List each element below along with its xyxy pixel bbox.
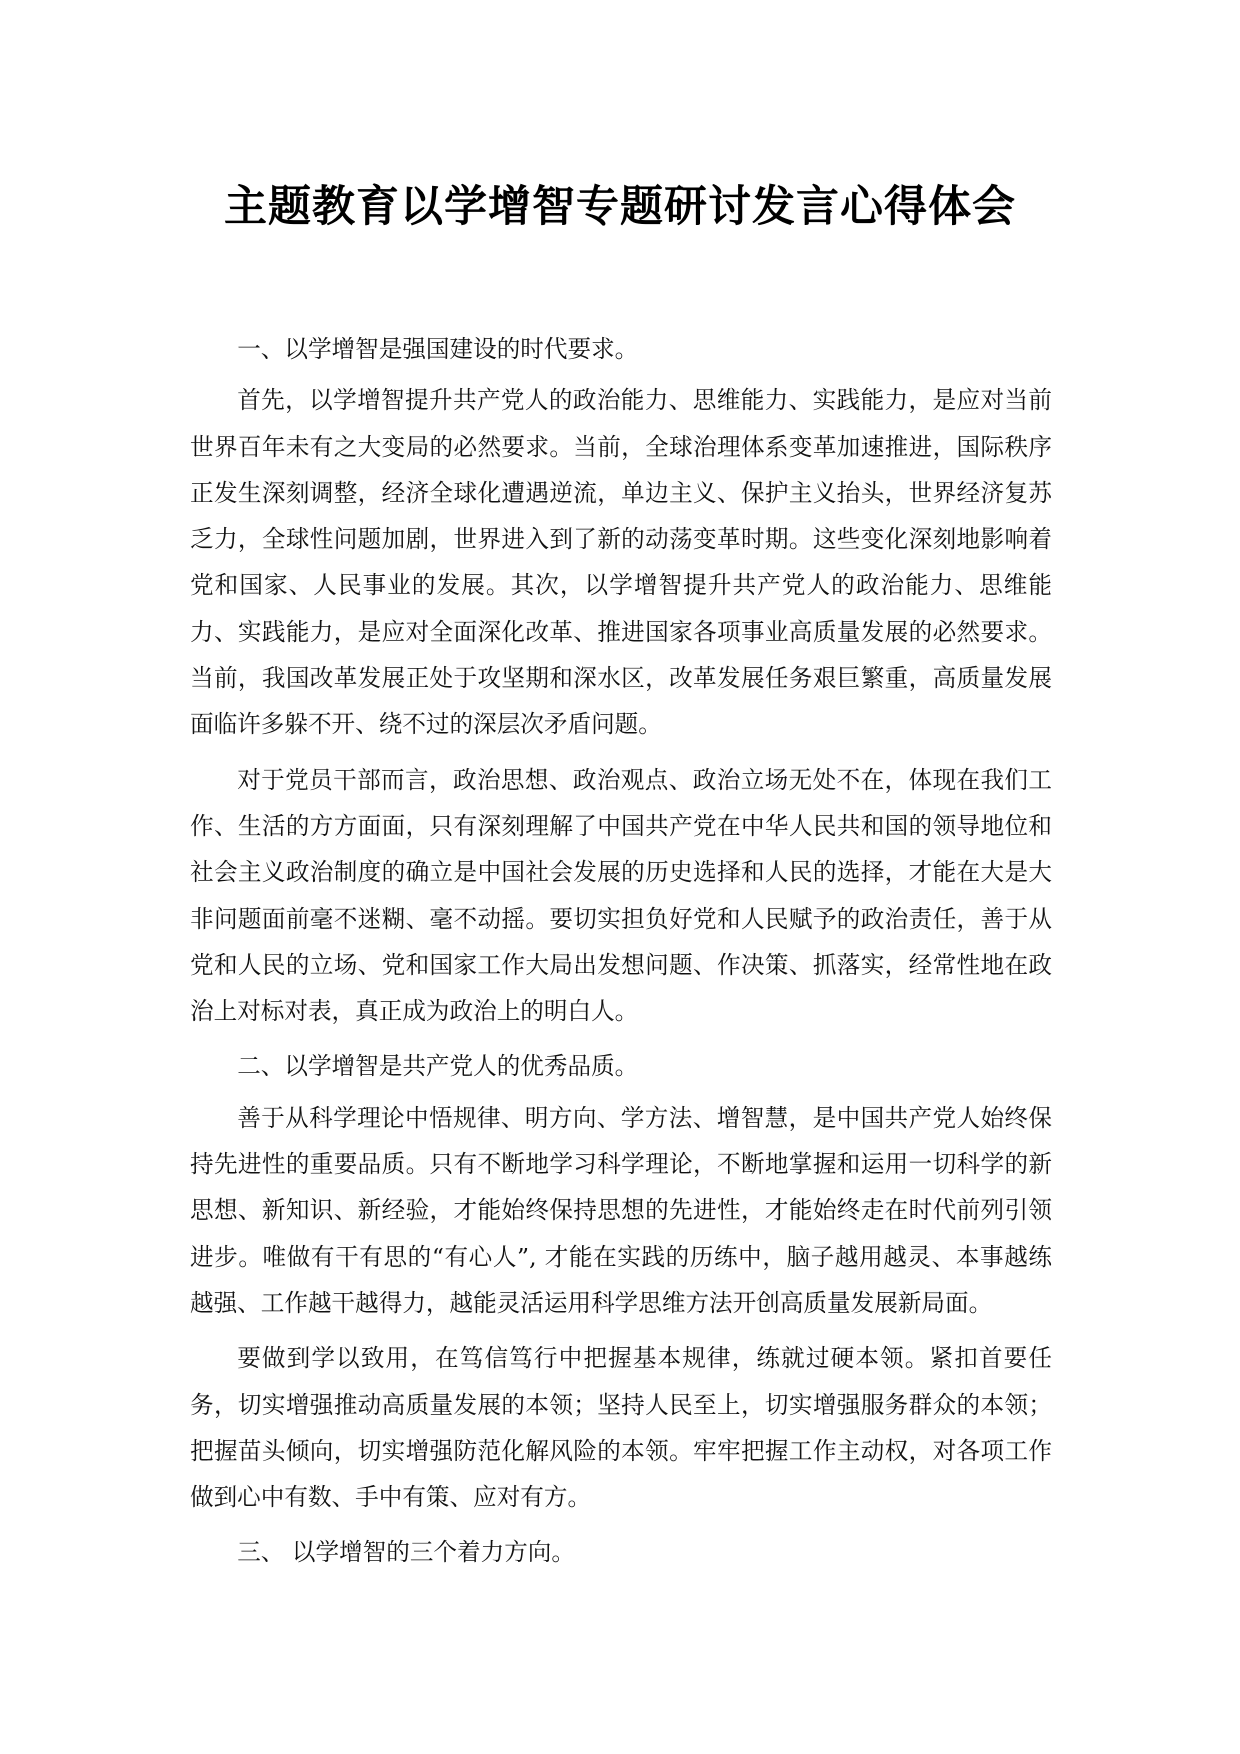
- section-heading-1: 一、以学增智是强国建设的时代要求。: [237, 335, 639, 363]
- document-body: [190, 326, 1052, 1576]
- section-1-paragraph-1: 首先，以学增智提升共产党人的政治能力、思维能力、实践能力，是应对当前世界百年未有之大变局的必然要求。当前，全球治理体系变革加速推进，国际秩序正发生深刻调整，经济全球化遭遇逆流，单边主义、保护主义抬头，世界经济复苏乏力，全球性问题加剧，世界进入到了新的动荡变革时期。这些变化深刻地影响着党和国家、人民事业的发展。其次，以学增智提升共产党人的政治能力、思维能力、实践能力，是应对全面深化改革、推进国家各项事业高质量发展的必然要求。当前，我国改革发展正处于攻坚期和深水区，改革发展任务艰巨繁重，高质量发展面临许多躲不开、绕不过的深层次矛盾问题。: [190, 386, 1052, 739]
- section-heading-3: 三、 以学增智的三个着力方向。: [237, 1538, 575, 1567]
- document-title: 主题教育以学增智专题研讨发言心得体会: [224, 181, 1016, 232]
- section-heading-2: 二、以学增智是共产党人的优秀品质。: [237, 1052, 639, 1081]
- section-2-paragraph-1: 善于从科学理论中悟规律、明方向、学方法、增智慧，是中国共产党人始终保持先进性的重要品质。只有不断地学习科学理论，不断地掌握和运用一切科学的新思想、新知识、新经验，才能始终保持思想的先进性，才能始终走在时代前列引领进步。唯做有干有思的“有心人”, 才能在实践的历练中，脑子越用越灵、本事越练越强、工作越干越得力，越能灵活运用科学思维方法开创高质量发展新局面。: [190, 1103, 1052, 1317]
- section-1-paragraph-2: 对于党员干部而言，政治思想、政治观点、政治立场无处不在，体现在我们工作、生活的方方面面，只有深刻理解了中国共产党在中华人民共和国的领导地位和社会主义政治制度的确立是中国社会发展的历史选择和人民的选择，才能在大是大非问题面前毫不迷糊、毫不动摇。要切实担负好党和人民赋予的政治责任，善于从党和人民的立场、党和国家工作大局出发想问题、作决策、抓落实，经常性地在政治上对标对表，真正成为政治上的明白人。: [190, 765, 1052, 1026]
- section-2-paragraph-2: 要做到学以致用，在笃信笃行中把握基本规律，练就过硬本领。紧扣首要任务，切实增强推动高质量发展的本领；坚持人民至上，切实增强服务群众的本领；把握苗头倾向，切实增强防范化解风险的本领。牢牢把握工作主动权，对各项工作做到心中有数、手中有策、应对有方。: [190, 1344, 1052, 1512]
